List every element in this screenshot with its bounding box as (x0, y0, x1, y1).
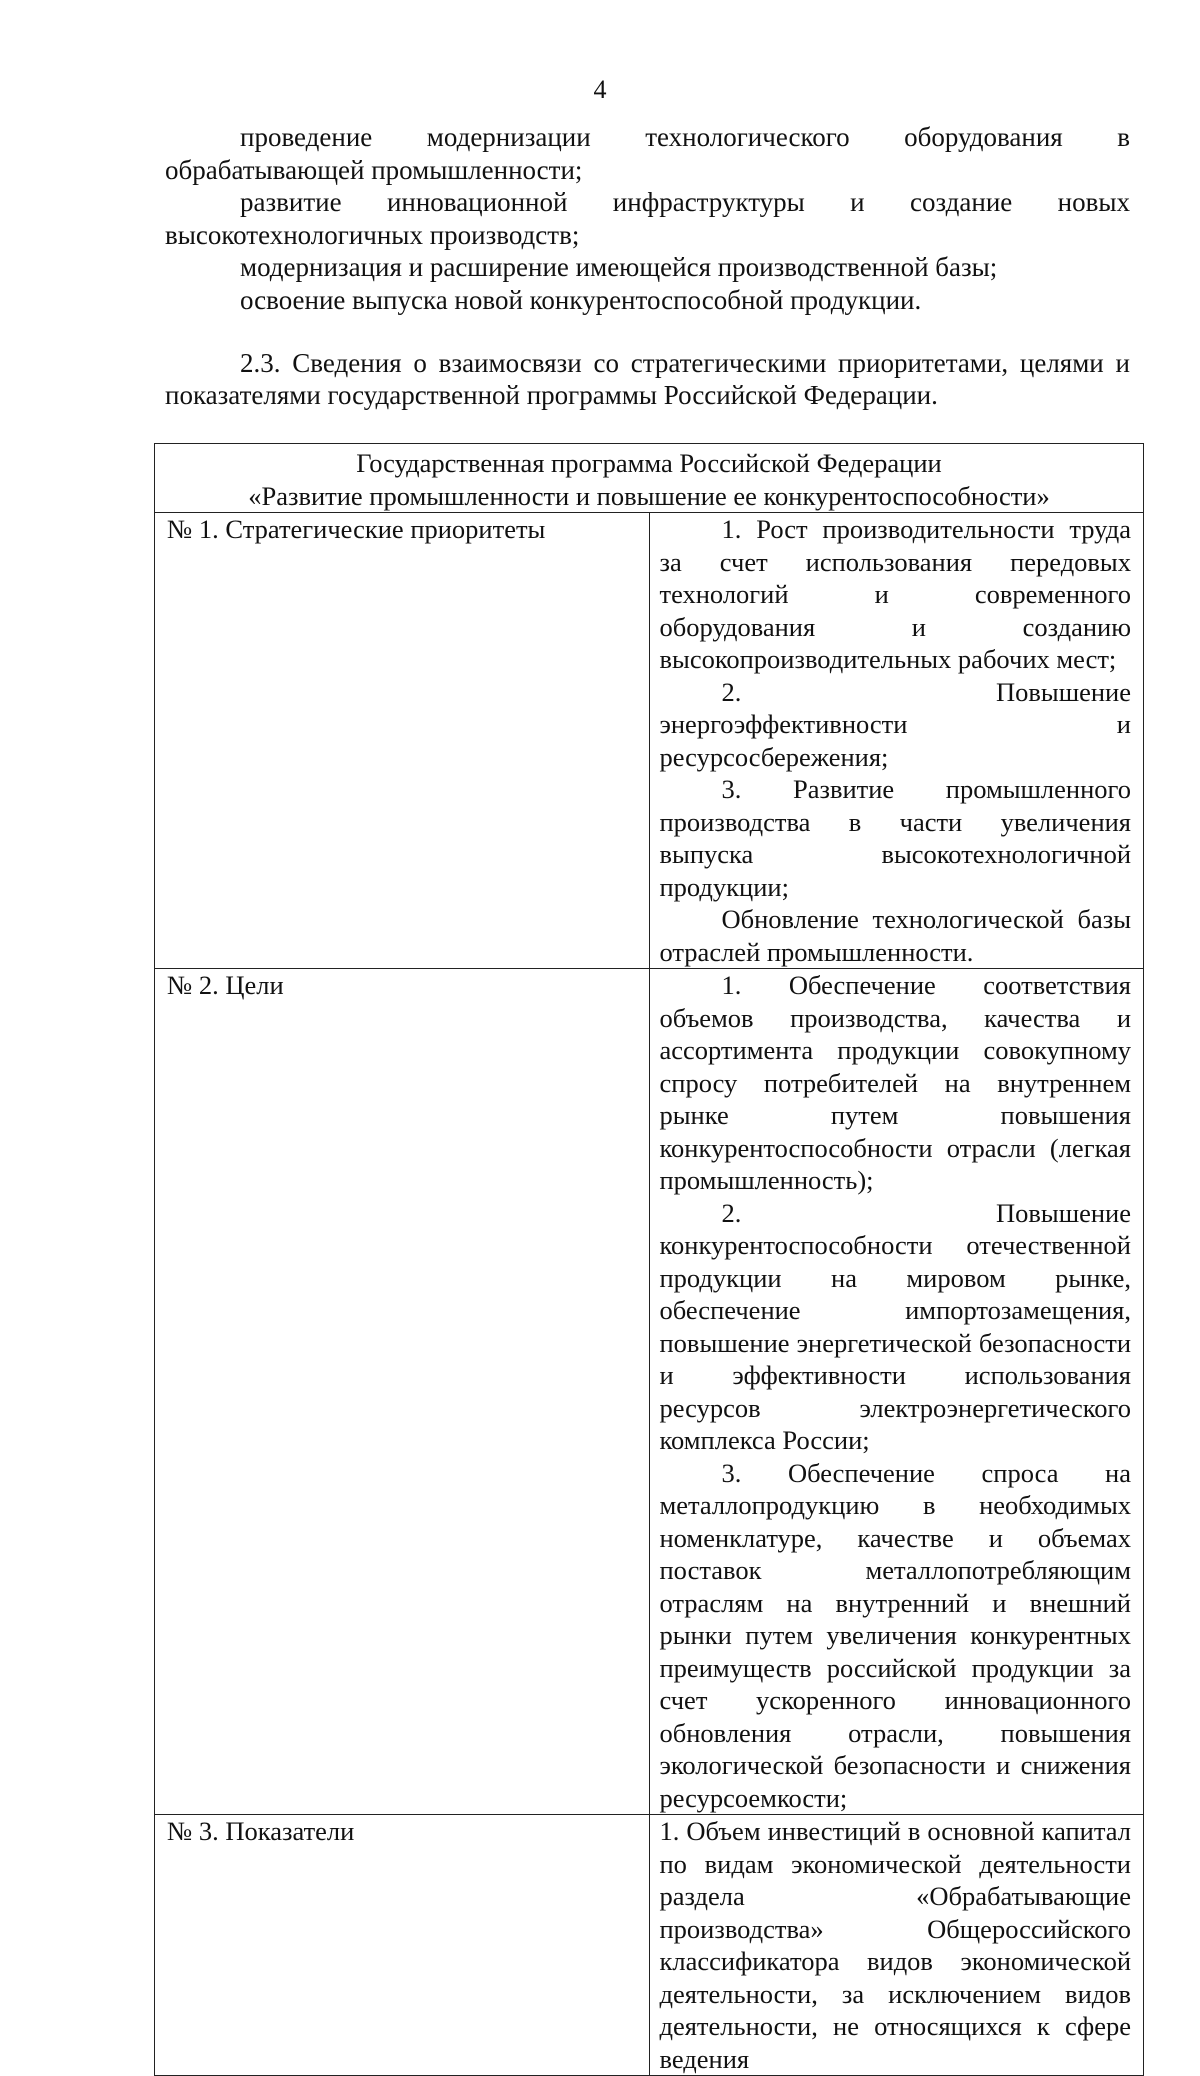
row-item: Обновление технологической базы отраслей промышленности. (659, 904, 1131, 967)
intro-paragraph: освоение выпуска новой конкурентоспособной продукции. (240, 284, 922, 315)
row-content (649, 513, 1144, 969)
row-item: 1. Рост производительности труда за счет использования передовых технологий и современного оборудования и созданию высокопроизводительных рабочих мест; (659, 514, 1131, 674)
row-label: № 1. Стратегические приоритеты (155, 513, 650, 969)
row-item: 2. Повышение конкурентоспособности отечественной продукции на мировом рынке, обеспечение импортозамещения, повышение энергетической безопасности и эффективности использования ресурсов электроэнергетического комплекса России; (659, 1197, 1131, 1455)
program-table (154, 443, 1144, 2076)
section-heading: 2.3. Сведения о взаимосвязи со стратегическими приоритетами, целями и показателями государственной программы Российской Федерации. (165, 348, 1130, 410)
row-label: № 3. Показатели (155, 1815, 650, 2076)
row-item: 1. Обеспечение соответствия объемов производства, качества и ассортимента продукции совокупному спросу потребителей на внутреннем рынке путем повышения конкурентоспособности отрасли (легкая промышленность); (659, 970, 1131, 1195)
row-item: 1. Объем инвестиций в основной капитал по видам экономической деятельности раздела «Обрабатывающие производства» Общероссийского классификатора видов экономической деятельности, за исключением видов деятельности, не относящихся к сфере ведения (659, 1816, 1131, 2074)
row-item: 3. Обеспечение спроса на металлопродукцию в необходимых номенклатуре, качестве и объемах поставок металлопотребляющим отраслям на внутренний и внешний рынки путем увеличения конкурентных преимуществ российской продукции за счет ускоренного инновационного обновления отрасли, повышения экологической безопасности и снижения ресурсоемкости; (659, 1457, 1131, 1813)
row-label: № 2. Цели (155, 969, 650, 1815)
intro-paragraph: развитие инновационной инфраструктуры и создание новых высокотехнологичных производств; (165, 187, 1130, 250)
intro-paragraph: модернизация и расширение имеющейся производственной базы; (240, 252, 998, 283)
table-row-indicators (155, 1815, 1144, 2076)
table-header-cell (155, 444, 1144, 513)
row-content (649, 969, 1144, 1815)
row-item: 3. Развитие промышленного производства в части увеличения выпуска высокотехнологичной продукции; (659, 774, 1131, 902)
table-header-row (155, 444, 1144, 513)
table-row-priorities (155, 513, 1144, 969)
intro-list (165, 121, 1130, 317)
table-row-goals (155, 969, 1144, 1815)
table-header-line1: Государственная программа Российской Федерации (356, 448, 942, 478)
page-number: 4 (593, 75, 607, 104)
intro-paragraph: проведение модернизации технологического оборудования в обрабатывающей промышленности; (165, 122, 1130, 185)
row-item: 2. Повышение энергоэффективности и ресурсосбережения; (659, 676, 1131, 772)
table-header-line2: «Развитие промышленности и повышение ее конкурентоспособности» (248, 480, 1050, 511)
row-content (649, 1815, 1144, 2076)
